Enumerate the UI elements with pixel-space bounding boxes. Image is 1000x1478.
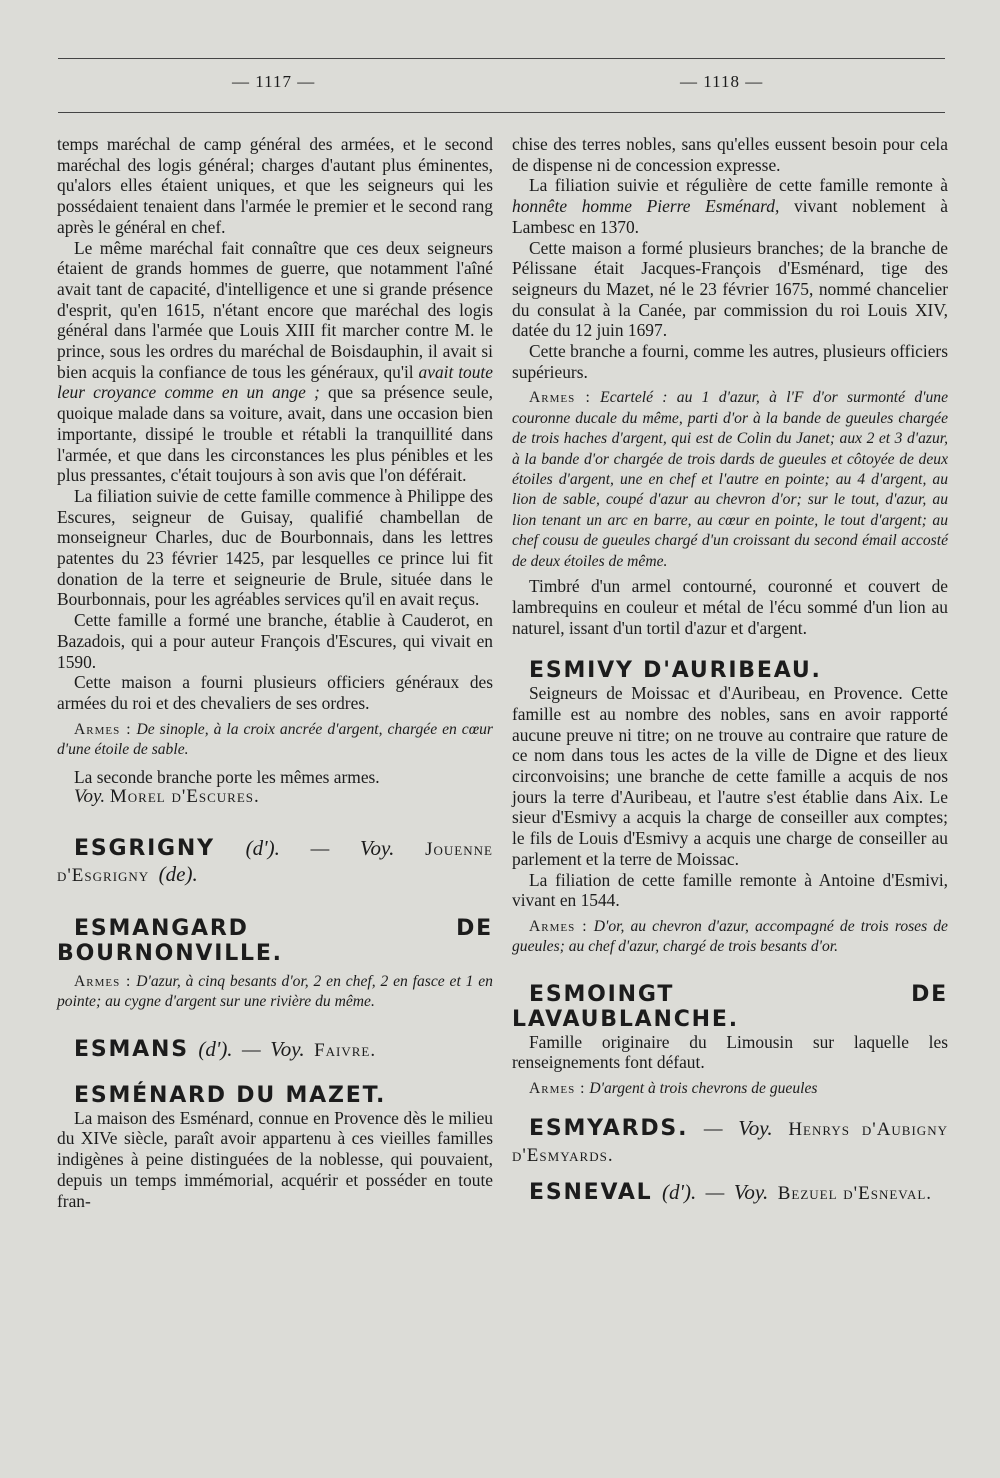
entry-heading-esmangard: ESMANGARD DE BOURNONVILLE. — [57, 915, 493, 966]
armes-blazon: Armes : D'azur, à cinq besants d'or, 2 en chef, 2 en fasce et 1 en pointe; au cygne d'argent sur une rivière du même. — [57, 972, 493, 1011]
paragraph: Famille originaire du Limousin sur laquelle les renseignements font défaut. — [512, 1031, 948, 1073]
cross-reference: Voy. Morel d'Escures. — [74, 786, 260, 808]
paragraph: Le même maréchal fait connaître que ces deux seigneurs étaient de grands hommes de guerre, que notamment l'aîné avait tant de capacité, d'intelligence et une si grande présence d'esprit, qu'en 1615, n'étant encore que maréchal des logis général dans l'armée que Louis XIII fit marcher contre M. le prince, sous les ordres du maréchal de Boisdauphin, il avait si bien acquis la confiance de tous les généraux, qu'il avait toute leur croyance comme en un ange ; que sa présence seule, quoique malade dans sa voiture, avait, dans une occasion bien importante, dissipé le trouble et rétabli la tranquillité dans l'armée, et que dans les circonstances les plus pénibles et les plus pressantes, c'était toujours à son avis que l'on déférait. — [57, 237, 494, 486]
armes-blazon: Armes : D'argent à trois chevrons de gueules — [529, 1080, 818, 1098]
entry-heading-esgrigny: ESGRIGNY (d'). — Voy. Jouenne d'Esgrigny (de). — [57, 835, 493, 886]
page-number-right: — 1118 — — [680, 72, 764, 91]
paragraph: Cette maison a formé plusieurs branches; de la branche de Pélissane était Jacques-François d'Esménard, tige des seigneurs du Mazet, né le 23 février 1675, nommé chancelier du consulat à la Canée, par commission du roi Louis XIV, datée du 12 juin 1697. — [512, 237, 948, 341]
page-number-left: — 1117 — — [232, 72, 316, 91]
entry-heading-esmoingt: ESMOINGT DE LAVAUBLANCHE. — [512, 981, 948, 1032]
paragraph: Timbré d'un armel contourné, couronné et couvert de lambrequins en couleur et métal de l'écu sommé d'un lion au naturel, issant d'un tortil d'azur et d'argent. — [512, 576, 948, 638]
paragraph: Seigneurs de Moissac et d'Auribeau, en Provence. Cette famille est au nombre des nobles, sans en avoir rapporté aucune preuve ni titre; on ne trouve au contraire que rature de ce nom dans tous les actes de la ville de Digne et des lieux circonvoisins; une branche de cette famille a acquis de nos jours la terre d'Auribeau, et l'autre s'est établie dans Aix. Le sieur d'Esmivy a acquis la charge de conseiller aux comptes; le fils de Louis d'Esmivy a acquis une charge de conseiller au parlement et la terre de Moissac. — [512, 683, 948, 869]
armes-blazon: Armes : De sinople, à la croix ancrée d'argent, chargée en cœur d'une étoile de sable. — [57, 720, 493, 759]
entry-heading-esneval: ESNEVAL (d'). — Voy. Bezuel d'Esneval. — [529, 1179, 933, 1205]
entry-heading-esmans: ESMANS (d'). — Voy. Faivre. — [74, 1036, 377, 1062]
paragraph: Cette branche a fourni, comme les autres, plusieurs officiers supérieurs. — [512, 341, 948, 382]
entry-heading-esmenard: ESMÉNARD DU MAZET. — [74, 1082, 387, 1108]
armes-blazon: Armes : Ecartelé : au 1 d'azur, à l'F d'or surmonté d'une couronne ducale du même, parti d'or à la bande de gueules chargée de trois haches d'argent, qui est de Colin du Janet; aux 2 et 3 d'azur, à la bande d'or chargée de trois dards de gueules et côtoyée de deux étoiles d'argent, une en chef et l'autre en pointe; au 4 d'argent, au lion de sable, coupé d'azur au chevron d'or; sur le tout, d'azur, au lion tenant un arc en barre, au cœur en pointe, le tout d'argent; au chef cousu de gueules chargé d'un croissant du second émail accosté de deux étoiles de même. — [512, 389, 948, 570]
paragraph: La filiation suivie et régulière de cette famille remonte à honnête homme Pierre Esménard, vivant noblement à Lambesc en 1370. — [512, 175, 948, 237]
paragraph: chise des terres nobles, sans qu'elles eussent besoin pour cela de dispense ni de concession expresse. — [512, 134, 948, 175]
paragraph: La maison des Esménard, connue en Provence dès le milieu du XIVe siècle, paraît avoir appartenu à ces vieilles familles indigènes à peine distinguées de la noblesse, qui pouvaient, depuis un temps immémorial, acquérir et posséder en toute fran- — [57, 1107, 493, 1211]
top-rule — [58, 58, 945, 59]
entry-heading-esmivy: ESMIVY D'AURIBEAU. — [529, 658, 822, 684]
entry-heading-esmyards: ESMYARDS. — Voy. Henrys d'Aubigny d'Esmyards. — [512, 1115, 948, 1166]
paragraph: Cette famille a formé une branche, établie à Cauderot, en Bazadois, qui a pour auteur François d'Escures, qui vivait en 1590. — [57, 610, 493, 672]
left-column — [57, 134, 493, 1211]
paragraph: La seconde branche porte les mêmes armes. — [74, 766, 380, 787]
header-rule — [58, 112, 945, 113]
paragraph: temps maréchal de camp général des armées, et le second maréchal des logis général; charges d'autant plus éminentes, qu'alors elles étaient uniques, et que les seigneurs qui les possédaient tenaient dans l'armée le premier et le second rang après le général en chef. — [57, 134, 493, 237]
right-column — [512, 134, 948, 1206]
paragraph: La filiation suivie de cette famille commence à Philippe des Escures, seigneur de Guisay, qualifié chambellan de monseigneur Charles, duc de Bourbonnais, dans les lettres patentes du 23 février 1425, par lesquelles ce prince lui fit donation de la terre et seigneurie de Brule, située dans le Bourbonnais, pour les agréables services qu'il en avait reçus. — [57, 485, 493, 610]
paragraph: Cette maison a fourni plusieurs officiers généraux des armées du roi et des chevaliers de ses ordres. — [57, 672, 493, 713]
armes-blazon: Armes : D'or, au chevron d'azur, accompagné de trois roses de gueules; au chef d'azur, chargé de trois besants d'or. — [512, 917, 948, 956]
paragraph: La filiation de cette famille remonte à Antoine d'Esmivi, vivant en 1544. — [512, 869, 948, 911]
